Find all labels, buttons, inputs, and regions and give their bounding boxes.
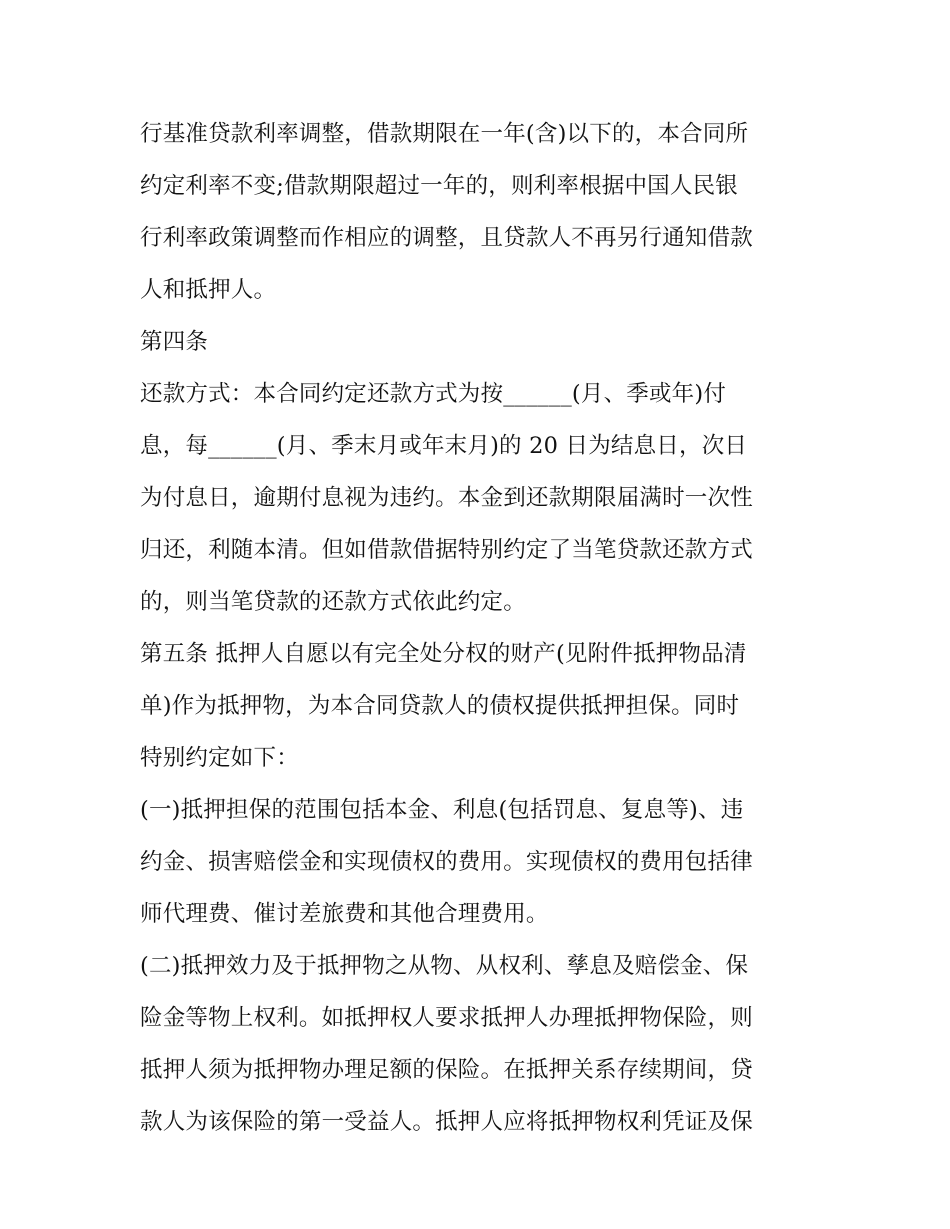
text-line: 归还，利随本清。但如借款借据特别约定了当笔贷款还款方式: [140, 537, 753, 563]
text-line: 行基准贷款利率调整，借款期限在一年(含)以下的，本合同所: [140, 121, 749, 147]
text-line: 息，每______(月、季末月或年末月)的 20 日为结息日，次日: [140, 433, 748, 459]
text-line: 行利率政策调整而作相应的调整，且贷款人不再另行通知借款: [140, 225, 753, 251]
text-line: 险金等物上权利。如抵押权人要求抵押人办理抵押物保险，则: [140, 1005, 753, 1031]
contract-text: [140, 108, 830, 1148]
text-line: 约定利率不变;借款期限超过一年的，则利率根据中国人民银: [140, 173, 738, 199]
text-line: 的，则当笔贷款的还款方式依此约定。: [140, 589, 526, 615]
text-line: 师代理费、催讨差旅费和其他合理费用。: [140, 901, 549, 927]
text-line: 还款方式：本合同约定还款方式为按______(月、季或年)付: [140, 381, 727, 407]
text-line: 人和抵押人。: [140, 277, 277, 303]
text-line: 第五条 抵押人自愿以有完全处分权的财产(见附件抵押物品清: [140, 641, 747, 667]
text-line: 抵押人须为抵押物办理足额的保险。在抵押关系存续期间，贷: [140, 1057, 753, 1083]
text-line: (一)抵押担保的范围包括本金、利息(包括罚息、复息等)、违: [140, 797, 744, 823]
article-heading: 第四条: [140, 329, 209, 355]
text-line: 为付息日，逾期付息视为违约。本金到还款期限届满时一次性: [140, 485, 753, 511]
text-line: 约金、损害赔偿金和实现债权的费用。实现债权的费用包括律: [140, 849, 753, 875]
text-line: 款人为该保险的第一受益人。抵押人应将抵押物权利凭证及保: [140, 1109, 753, 1135]
text-line: 单)作为抵押物，为本合同贷款人的债权提供抵押担保。同时: [140, 693, 740, 719]
text-line: (二)抵押效力及于抵押物之从物、从权利、孳息及赔偿金、保: [140, 953, 749, 979]
text-line: 特别约定如下：: [140, 745, 299, 771]
